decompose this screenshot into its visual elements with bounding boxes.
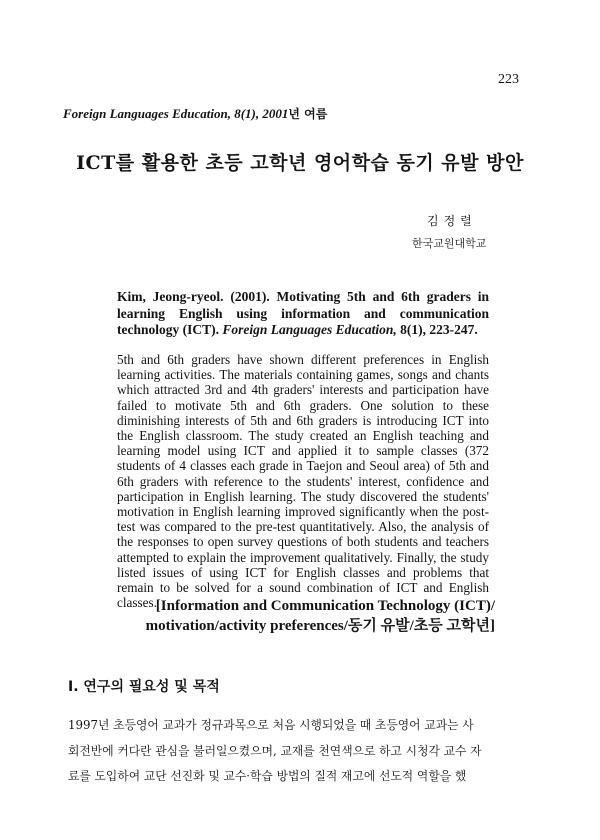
journal-name: Foreign Languages Education, 8(1), 2001 bbox=[63, 106, 289, 121]
citation-journal: Foreign Languages Education, bbox=[222, 322, 397, 338]
citation-block bbox=[117, 289, 489, 339]
author-affiliation: 한국교원대학교 bbox=[412, 237, 487, 250]
keywords-line-2: motivation/activity preferences/동기 유발/초등 고학년] bbox=[145, 617, 495, 634]
author-name: 김정렬 bbox=[427, 214, 477, 228]
page-number: 223 bbox=[498, 72, 519, 87]
body-line: 회전반에 커다란 관심을 불러일으켰으며, 교재를 천연색으로 하고 시청각 교수 자 bbox=[68, 743, 482, 758]
abstract-text: 5th and 6th graders have shown different preferences in English learning activities. The materials containing games, songs and chants which attracted 3rd and 4th graders' interests and participation have failed to motivate 5th and 6th graders. One solution to these diminishing interests of 5th and 6th graders is introducing ICT into the English classroom. The study created an English teaching and learning model using ICT and applied it to sample classes (372 students of 4 classes each grade in Taejon and Seoul area) of 5th and 6th graders with reference to the students' interest, confidence and participation in English learning. The study discovered the students' motivation in English learning improved significantly when the post-test was compared to the pre-test quantitatively. Also, the analysis of the responses to open survey questions of both students and teachers attempted to explain the improvement qualitatively. Finally, the study listed issues of using ICT for English classes and problems that remain to be solved for a sound combination of ICT and English classes. bbox=[117, 352, 489, 611]
journal-season: 년 여름 bbox=[288, 107, 328, 121]
journal-header bbox=[63, 105, 327, 122]
section-heading: I. 연구의 필요성 및 목적 bbox=[68, 679, 220, 695]
keywords-line-1: [Information and Communication Technology (ICT)/ bbox=[155, 598, 495, 614]
keywords-block bbox=[135, 597, 495, 636]
paper-title: ICT를 활용한 초등 고학년 영어학습 동기 유발 방안 bbox=[76, 152, 524, 174]
citation-authors-year: Kim, Jeong-ryeol. (2001). bbox=[117, 289, 270, 304]
section-body bbox=[68, 713, 538, 790]
body-line: 1997년 초등영어 교과가 정규과목으로 처음 시행되었을 때 초등영어 교과는 사 bbox=[68, 718, 474, 732]
body-line: 료를 도입하여 교단 선진화 및 교수·학습 방법의 질적 재고에 선도적 역할을 했 bbox=[68, 769, 467, 783]
citation-article-title: Motivating 5th and 6th graders in learning English using information and communication technology (ICT). bbox=[117, 289, 490, 338]
citation-volume-pages: 8(1), 223-247. bbox=[400, 322, 478, 338]
